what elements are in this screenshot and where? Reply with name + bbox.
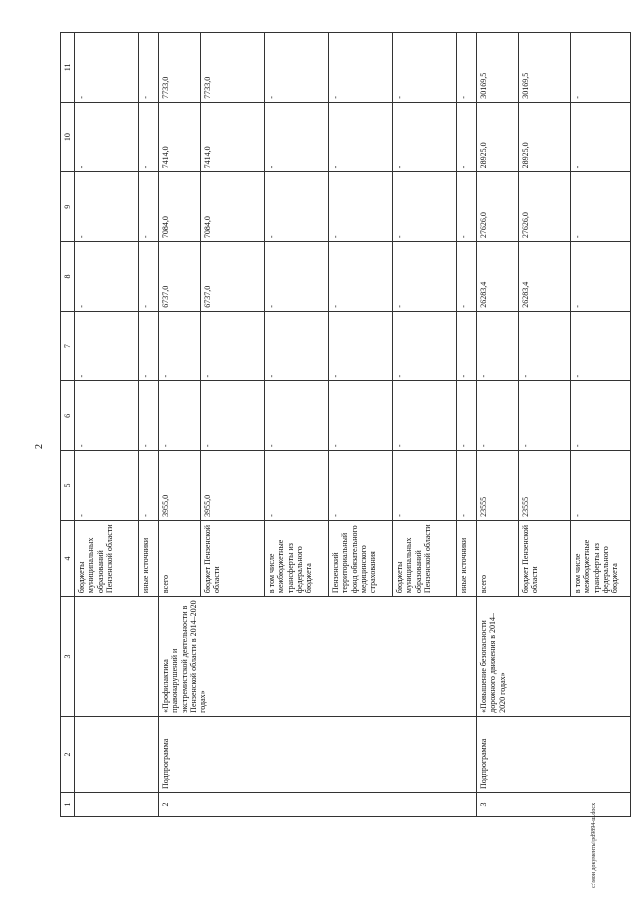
value-cell: - (75, 33, 139, 103)
value-cell: - (159, 381, 201, 451)
source-cell: в том числе межбюджетные трансферты из федерального бюджета (265, 520, 329, 596)
value-cell: - (265, 242, 329, 312)
value-cell: - (139, 33, 159, 103)
financing-table (60, 32, 631, 817)
value-cell: - (139, 451, 159, 521)
value-cell: - (393, 172, 457, 242)
footer-file-path: c:\мои документы\pd9894-ш.docx (591, 802, 597, 888)
value-cell: - (75, 242, 139, 312)
value-cell: 7733,0 (201, 33, 265, 103)
type-cell: Подпрограмма (477, 716, 631, 792)
source-cell: в том числе межбюджетные трансферты из федерального бюджета (571, 520, 631, 596)
page-number: 2 (34, 444, 45, 449)
value-cell: 27626,0 (519, 172, 571, 242)
value-cell: - (571, 33, 631, 103)
source-cell: бюджет Пензенской области (519, 520, 571, 596)
value-cell: - (457, 33, 477, 103)
value-cell: - (265, 381, 329, 451)
source-cell: бюджеты муниципальных образований Пензенской области (75, 520, 139, 596)
value-cell: - (519, 311, 571, 381)
value-cell: 3955,0 (159, 451, 201, 521)
source-cell: иные источники (139, 520, 159, 596)
header-cell: 8 (61, 242, 75, 312)
value-cell: - (75, 311, 139, 381)
value-cell: - (477, 381, 519, 451)
header-row (61, 33, 75, 817)
value-cell: - (393, 242, 457, 312)
value-cell: - (393, 102, 457, 172)
value-cell: - (457, 381, 477, 451)
value-cell: - (159, 311, 201, 381)
header-cell: 9 (61, 172, 75, 242)
value-cell: - (139, 311, 159, 381)
header-cell: 2 (61, 716, 75, 792)
value-cell: - (329, 172, 393, 242)
value-cell: - (393, 381, 457, 451)
value-cell: - (75, 451, 139, 521)
header-cell: 10 (61, 102, 75, 172)
type-cell: Подпрограмма (159, 716, 477, 792)
table-row (75, 33, 139, 817)
value-cell: 3955,0 (201, 451, 265, 521)
value-cell: - (265, 311, 329, 381)
value-cell: - (139, 242, 159, 312)
value-cell: - (457, 102, 477, 172)
value-cell: - (457, 172, 477, 242)
value-cell: - (265, 33, 329, 103)
header-cell: 5 (61, 451, 75, 521)
value-cell: 23555 (477, 451, 519, 521)
value-cell: 30169,5 (519, 33, 571, 103)
value-cell: - (571, 381, 631, 451)
row-number-cell (75, 793, 159, 817)
value-cell: - (457, 451, 477, 521)
table-frame (60, 32, 619, 817)
value-cell: - (329, 451, 393, 521)
header-cell: 3 (61, 597, 75, 717)
value-cell: 7414,0 (201, 102, 265, 172)
value-cell: - (329, 102, 393, 172)
value-cell: - (265, 172, 329, 242)
value-cell: 7414,0 (159, 102, 201, 172)
name-cell (75, 597, 159, 717)
table-row (477, 33, 519, 817)
value-cell: - (571, 311, 631, 381)
value-cell: - (571, 172, 631, 242)
type-cell (75, 716, 159, 792)
header-cell: 7 (61, 311, 75, 381)
source-cell: всего (159, 520, 201, 596)
value-cell: 27626,0 (477, 172, 519, 242)
value-cell: 7733,0 (159, 33, 201, 103)
value-cell: - (75, 172, 139, 242)
row-number-cell: 3 (477, 793, 631, 817)
source-cell: иные источники (457, 520, 477, 596)
value-cell: - (201, 311, 265, 381)
value-cell: 28925,0 (477, 102, 519, 172)
header-cell: 4 (61, 520, 75, 596)
source-cell: бюджеты муниципальных образований Пензенской области (393, 520, 457, 596)
value-cell: - (457, 242, 477, 312)
value-cell: - (265, 102, 329, 172)
value-cell: - (75, 102, 139, 172)
value-cell: - (571, 242, 631, 312)
source-cell: Пензенский территориальный фонд обязательного медицинского страхования (329, 520, 393, 596)
value-cell: - (139, 102, 159, 172)
value-cell: - (139, 381, 159, 451)
header-cell: 6 (61, 381, 75, 451)
value-cell: - (457, 311, 477, 381)
value-cell: - (571, 102, 631, 172)
value-cell: - (75, 381, 139, 451)
name-cell: «Профилактика правонарушений и экстремистской деятельности в Пензенской области в 2014–2020 годах» (159, 597, 477, 717)
row-number-cell: 2 (159, 793, 477, 817)
header-cell: 1 (61, 793, 75, 817)
value-cell: 26283,4 (477, 242, 519, 312)
name-cell: «Повышение безопасности дорожного движения в 2014–2020 годах» (477, 597, 631, 717)
value-cell: - (393, 451, 457, 521)
value-cell: 6737,0 (201, 242, 265, 312)
rotated-table (60, 32, 619, 817)
value-cell: 30169,5 (477, 33, 519, 103)
source-cell: всего (477, 520, 519, 596)
value-cell: 6737,0 (159, 242, 201, 312)
value-cell: 23555 (519, 451, 571, 521)
value-cell: 7084,0 (159, 172, 201, 242)
value-cell: - (519, 381, 571, 451)
value-cell: 26283,4 (519, 242, 571, 312)
value-cell: 7084,0 (201, 172, 265, 242)
value-cell: - (139, 172, 159, 242)
value-cell: - (393, 311, 457, 381)
value-cell: - (571, 451, 631, 521)
value-cell: - (329, 381, 393, 451)
value-cell: - (329, 242, 393, 312)
value-cell: - (329, 33, 393, 103)
value-cell: - (329, 311, 393, 381)
value-cell: - (477, 311, 519, 381)
value-cell: - (393, 33, 457, 103)
value-cell: - (265, 451, 329, 521)
header-cell: 11 (61, 33, 75, 103)
value-cell: - (201, 381, 265, 451)
table-row (159, 33, 201, 817)
value-cell: 28925,0 (519, 102, 571, 172)
source-cell: бюджет Пензенской области (201, 520, 265, 596)
